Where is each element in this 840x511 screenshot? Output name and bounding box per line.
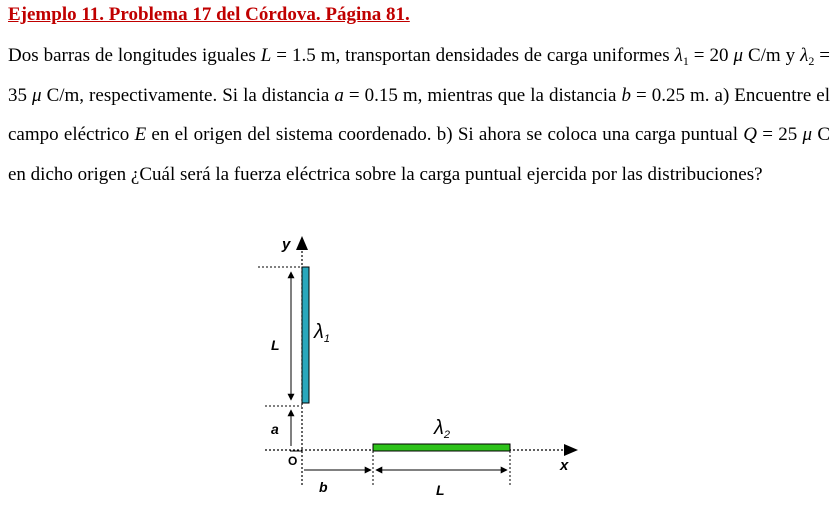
vertical-L-label: L bbox=[271, 337, 280, 353]
x-axis-label: x bbox=[560, 457, 569, 474]
horizontal-L-label: L bbox=[436, 482, 445, 498]
vertical-bar-lambda1 bbox=[302, 267, 309, 403]
lambda1-label: $\lambda_1$ bbox=[314, 321, 330, 345]
b-label: b bbox=[319, 479, 328, 495]
lambda2-label: $\lambda_2$ bbox=[434, 417, 450, 441]
charged-bars-diagram bbox=[255, 232, 595, 507]
problem-statement: Dos barras de longitudes iguales L = 1.5 m, transportan densidades de carga uniformes $\lambda_1 = 20$ μ C/m y $\lambda_2 = 35$ μ C/m, respectivamente. Si la distancia a = 0.15 m, mientras que la distancia b = 0.25 m. a) Encuentre el campo eléctrico E en el origen del sistema coordenado. b) Si ahora se coloca una carga puntual Q = 25 μ C en dicho origen ¿Cuál será la fuerza eléctrica sobre la carga puntual ejercida por las distribuciones? bbox=[8, 45, 831, 185]
page-title: Ejemplo 11. Problema 17 del Córdova. Página 81. bbox=[8, 4, 410, 25]
origin-label: O bbox=[288, 454, 298, 468]
y-axis-label: y bbox=[282, 236, 291, 253]
y-axis-arrow-icon bbox=[296, 236, 308, 250]
x-axis-arrow-icon bbox=[564, 444, 578, 456]
a-label: a bbox=[271, 421, 279, 437]
horizontal-bar-lambda2 bbox=[373, 444, 510, 451]
